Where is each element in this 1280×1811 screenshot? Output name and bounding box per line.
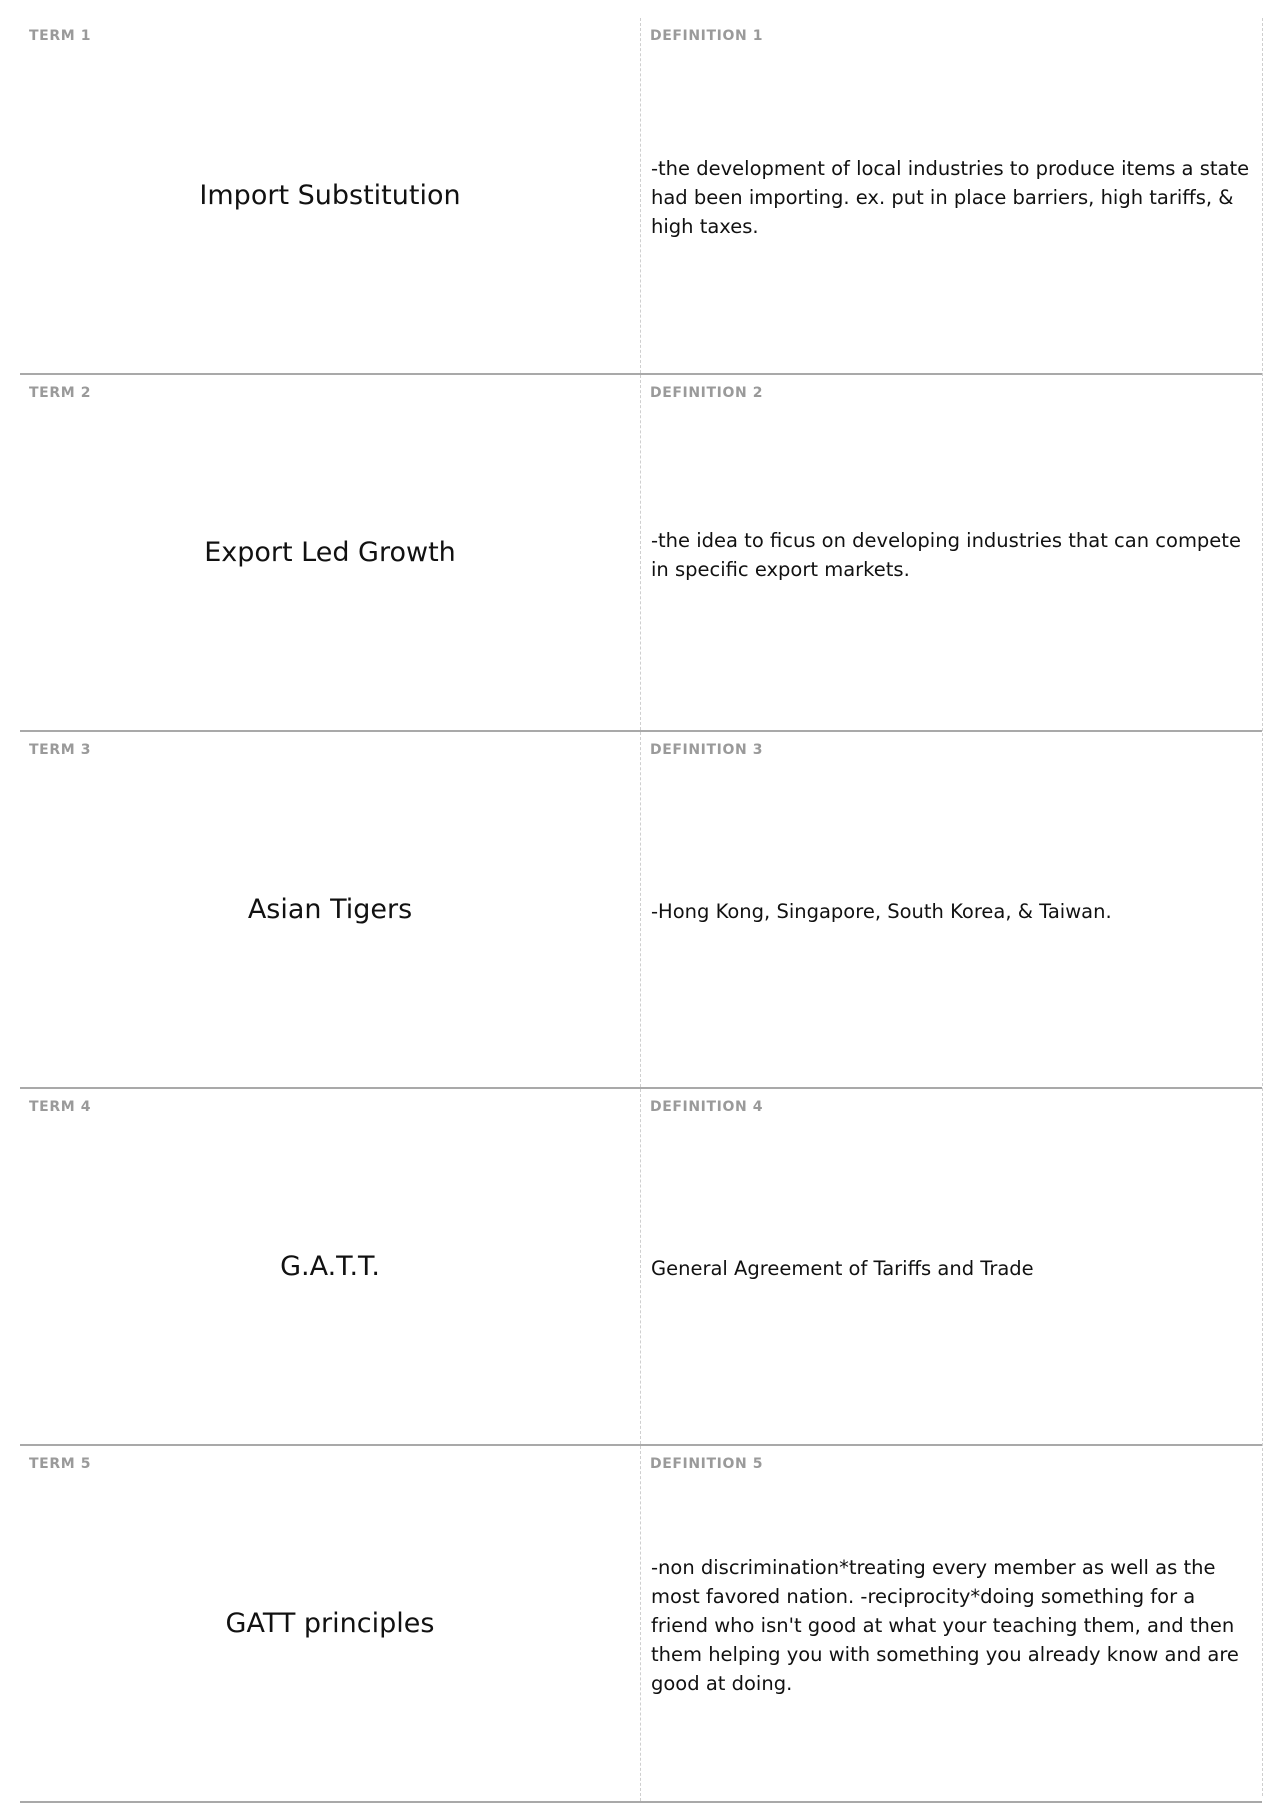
definition-text: -Hong Kong, Singapore, South Korea, & Taiwan. bbox=[651, 900, 1112, 923]
definition-cell bbox=[641, 1446, 1262, 1801]
term-cell bbox=[20, 375, 641, 730]
term-cell bbox=[20, 732, 641, 1087]
term-cell bbox=[20, 1446, 641, 1801]
flashcard-row bbox=[20, 375, 1262, 732]
definition-label: DEFINITION 3 bbox=[650, 742, 764, 758]
term-label: TERM 5 bbox=[29, 1456, 92, 1472]
definition-cell bbox=[641, 18, 1262, 373]
term-cell bbox=[20, 1089, 641, 1444]
term-label: TERM 3 bbox=[29, 742, 92, 758]
flashcard-row bbox=[20, 732, 1262, 1089]
definition-text: General Agreement of Tariffs and Trade bbox=[651, 1257, 1034, 1280]
flashcard-sheet bbox=[20, 18, 1263, 1796]
definition-label: DEFINITION 1 bbox=[650, 28, 764, 44]
term-label: TERM 1 bbox=[29, 28, 92, 44]
term-text: G.A.T.T. bbox=[280, 1251, 380, 1282]
flashcard-row bbox=[20, 18, 1262, 375]
term-cell bbox=[20, 18, 641, 373]
term-label: TERM 4 bbox=[29, 1099, 92, 1115]
definition-text: -the development of local industries to produce items a state had been importing. ex. put in place barriers, high tariffs, & high taxes. bbox=[651, 157, 1250, 238]
term-text: Export Led Growth bbox=[204, 537, 456, 568]
flashcard-row bbox=[20, 1089, 1262, 1446]
term-text: Import Substitution bbox=[199, 180, 461, 211]
term-text: GATT principles bbox=[225, 1608, 435, 1639]
flashcard-row bbox=[20, 1446, 1262, 1803]
definition-text: -the idea to ficus on developing industries that can compete in specific export markets. bbox=[651, 528, 1241, 581]
definition-cell bbox=[641, 375, 1262, 730]
definition-label: DEFINITION 4 bbox=[650, 1099, 764, 1115]
definition-label: DEFINITION 2 bbox=[650, 385, 764, 401]
definition-cell bbox=[641, 732, 1262, 1087]
definition-cell bbox=[641, 1089, 1262, 1444]
term-label: TERM 2 bbox=[29, 385, 92, 401]
term-text: Asian Tigers bbox=[247, 894, 413, 925]
definition-label: DEFINITION 5 bbox=[650, 1456, 764, 1472]
definition-text: -non discrimination*treating every member as well as the most favored nation. -reciprocity*doing something for a friend who isn't good at what your teaching them, and then them helping you with something you already know and are good at doing. bbox=[651, 1556, 1239, 1695]
